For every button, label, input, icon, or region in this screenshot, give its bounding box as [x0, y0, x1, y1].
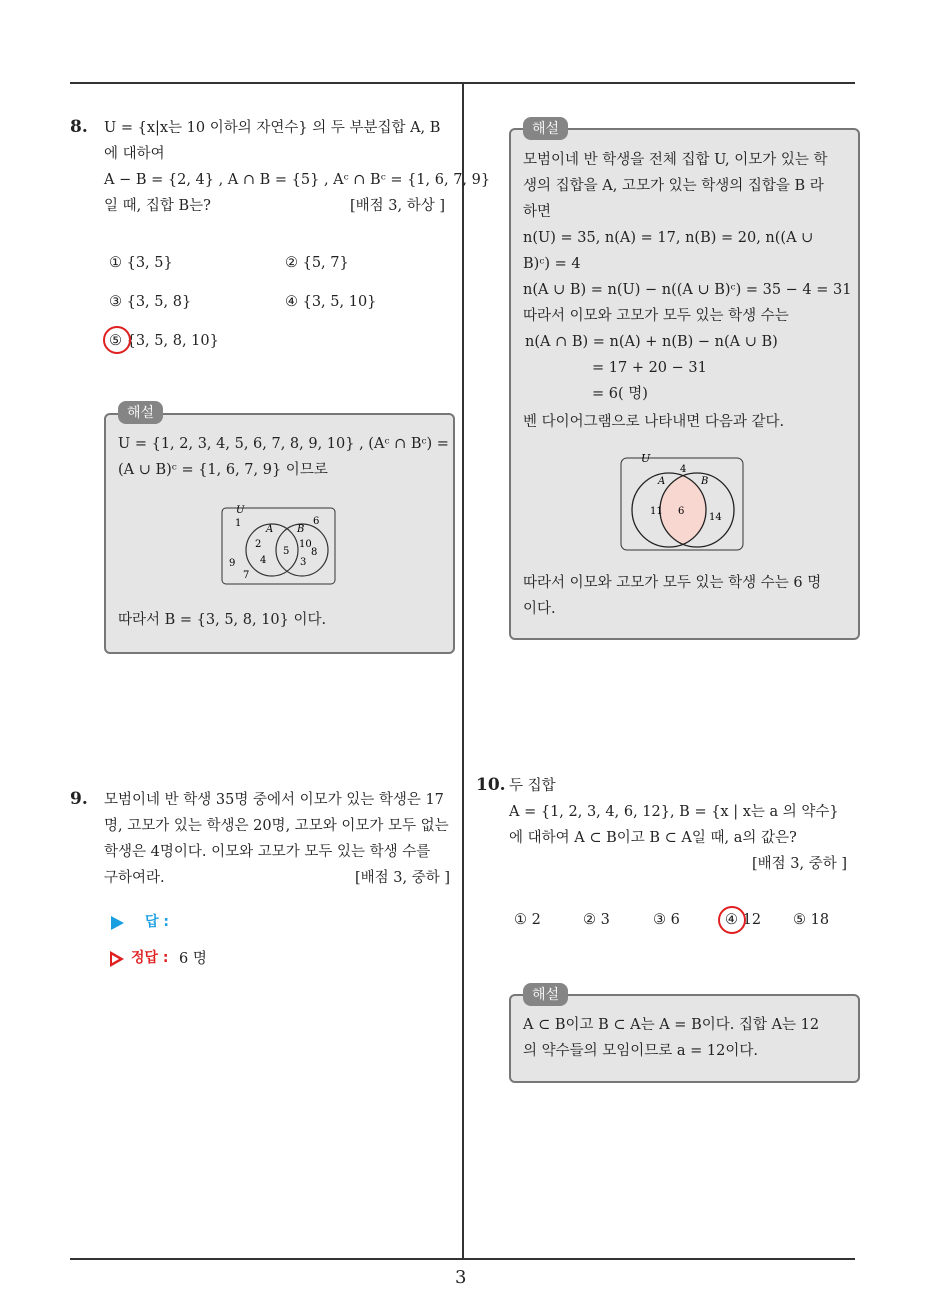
column-divider	[462, 83, 464, 1258]
solution-9-tag: 해설	[523, 117, 568, 140]
q10-title: 두 집합	[509, 778, 556, 794]
q9-correct-label: 정답 :	[131, 950, 169, 966]
venn8-label-B: B	[297, 524, 305, 535]
venn9-label-B: B	[701, 476, 709, 487]
bottom-rule	[70, 1258, 855, 1260]
solution-8-line1: U = {1, 2, 3, 4, 5, 6, 7, 8, 9, 10} , (Aᶜ ∩ Bᶜ) =	[118, 436, 449, 452]
venn8-label-A: A	[266, 524, 274, 535]
venn8-outside-9: 9	[229, 558, 236, 569]
solution-9-line7: 따라서 이모와 고모가 모두 있는 학생 수는	[523, 308, 789, 324]
q10-choice-5[interactable]: ⑤ 18	[793, 912, 830, 928]
q8-line4: 일 때, 집합 B는?	[104, 198, 211, 214]
q10-choice-4[interactable]: ④ 12	[725, 912, 762, 928]
solution-9-line8: n(A ∩ B) = n(A) + n(B) − n(A ∪ B)	[525, 334, 778, 350]
solution-9-line6: n(A ∪ B) = n(U) − n((A ∪ B)ᶜ) = 35 − 4 = 31	[523, 282, 852, 298]
q8-choice-1[interactable]: ① {3, 5}	[109, 255, 173, 271]
venn8-label-U: U	[236, 505, 245, 516]
solution-10-line1: A ⊂ B이고 B ⊂ A는 A = B이다. 집합 A는 12	[523, 1017, 820, 1033]
solution-9-line4: n(U) = 35, n(A) = 17, n(B) = 20, n((A ∪	[523, 230, 814, 246]
q9-line3: 학생은 4명이다. 이모와 고모가 모두 있는 학생 수를	[104, 844, 431, 860]
q10-line1: A = {1, 2, 3, 4, 6, 12}, B = {x | x는 a 의 약수}	[509, 804, 839, 820]
solution-10-tag: 해설	[523, 983, 568, 1006]
solution-10-line2: 의 약수들의 모임이므로 a = 12이다.	[523, 1043, 758, 1059]
q8-choice-3[interactable]: ③ {3, 5, 8}	[109, 294, 192, 310]
q8-line2: 에 대하여	[104, 146, 165, 162]
solution-9-line9: = 17 + 20 − 31	[592, 360, 707, 376]
q8-line1: U = {x|x는 10 이하의 자연수} 의 두 부분집합 A, B	[104, 120, 441, 136]
venn8-b-3: 3	[300, 557, 307, 568]
solution-9-conclusion2: 이다.	[523, 601, 556, 617]
q8-choice-4[interactable]: ④ {3, 5, 10}	[285, 294, 377, 310]
q10-line2: 에 대하여 A ⊂ B이고 B ⊂ A일 때, a의 값은?	[509, 830, 797, 846]
q9-line1: 모범이네 반 학생 35명 중에서 이모가 있는 학생은 17	[104, 792, 444, 808]
q10-points: [배점 3, 중하 ]	[752, 856, 848, 872]
venn8-both-5: 5	[283, 546, 290, 557]
q8-answer-mark	[103, 326, 131, 354]
venn9-label-A: A	[658, 476, 666, 487]
solution-8-tag: 해설	[118, 401, 163, 424]
solution-9-line3: 하면	[523, 204, 552, 220]
venn8-outside-6: 6	[313, 516, 320, 527]
q10-choice-3[interactable]: ③ 6	[653, 912, 680, 928]
q10-answer-mark	[718, 906, 746, 934]
q8-choice-5[interactable]: ⑤ {3, 5, 8, 10}	[109, 333, 219, 349]
solution-8-conclusion: 따라서 B = {3, 5, 8, 10} 이다.	[118, 612, 327, 628]
page-number: 3	[455, 1267, 467, 1288]
q10-choice-2[interactable]: ② 3	[583, 912, 610, 928]
solution-9-conclusion1: 따라서 이모와 고모가 모두 있는 학생 수는 6 명	[523, 575, 822, 591]
venn9-outside: 4	[680, 464, 687, 475]
venn9-both: 6	[678, 506, 685, 517]
q8-number: 8.	[70, 117, 88, 137]
correct-arrow-icon-inner	[112, 955, 119, 963]
q9-correct-value: 6 명	[179, 951, 207, 967]
venn8-a-4: 4	[260, 555, 267, 566]
solution-9-venn-diagram	[619, 452, 747, 552]
venn8-outside-7: 7	[243, 570, 250, 581]
q8-line3: A − B = {2, 4} , A ∩ B = {5} , Aᶜ ∩ Bᶜ = {1, 6, 7, 9}	[104, 172, 491, 188]
solution-9-line10: = 6( 명)	[592, 386, 648, 402]
venn9-a-only: 11	[650, 506, 663, 517]
solution-8-venn-diagram	[220, 505, 338, 587]
venn8-outside-1: 1	[235, 518, 242, 529]
solution-9-line2: 생의 집합을 A, 고모가 있는 학생의 집합을 B 라	[523, 178, 824, 194]
venn9-label-U: U	[641, 452, 651, 465]
q9-number: 9.	[70, 789, 88, 809]
q9-answer-label: 답 :	[145, 914, 169, 930]
venn9-b-only: 14	[709, 512, 722, 523]
venn8-a-2: 2	[255, 539, 262, 550]
solution-9-line5: B)ᶜ) = 4	[523, 256, 581, 272]
solution-8-line2: (A ∪ B)ᶜ = {1, 6, 7, 9} 이므로	[118, 462, 328, 478]
solution-9-line1: 모범이네 반 학생을 전체 집합 U, 이모가 있는 학	[523, 152, 828, 168]
q10-choice-1[interactable]: ① 2	[514, 912, 541, 928]
venn8-b-10: 10	[299, 539, 312, 550]
q9-line2: 명, 고모가 있는 학생은 20명, 고모와 이모가 모두 없는	[104, 818, 449, 834]
q10-number: 10.	[476, 775, 506, 795]
solution-9-line11: 벤 다이어그램으로 나타내면 다음과 같다.	[523, 414, 785, 430]
q9-points: [배점 3, 중하 ]	[355, 870, 451, 886]
q8-choice-2[interactable]: ② {5, 7}	[285, 255, 349, 271]
answer-arrow-icon	[111, 916, 124, 930]
q9-line4: 구하여라.	[104, 870, 165, 886]
venn8-b-8: 8	[311, 547, 318, 558]
q8-points: [배점 3, 하상 ]	[350, 198, 446, 214]
solution-9-box	[509, 128, 860, 640]
